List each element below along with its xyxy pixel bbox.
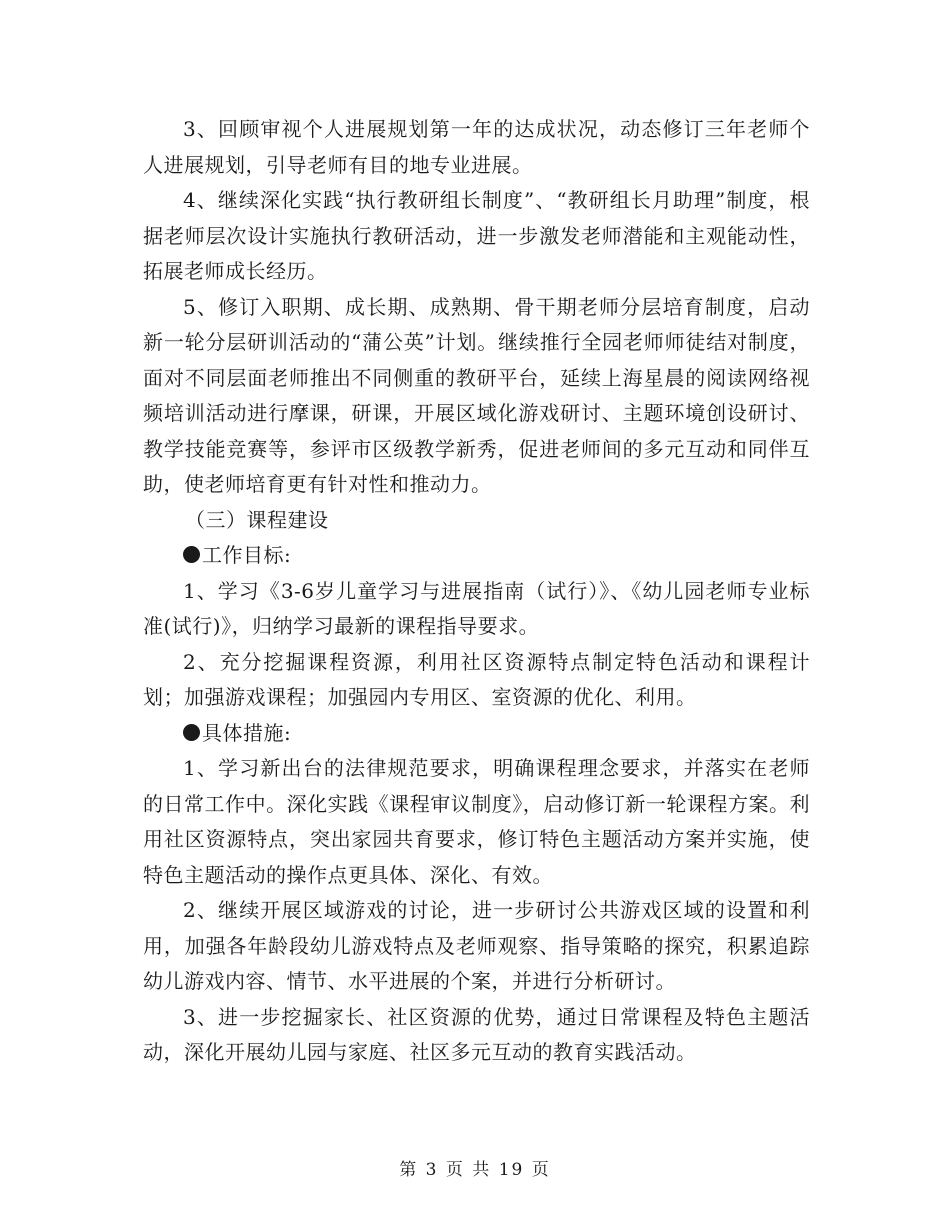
paragraph-item-3: 3、回顾审视个人进展规划第一年的达成状况，动态修订三年老师个人进展规划，引导老师有目的地专业进展。 — [143, 117, 810, 177]
goal-item-2: 2、充分挖掘课程资源，利用社区资源特点制定特色活动和课程计划；加强游戏课程；加强园内专用区、室资源的优化、利用。 — [143, 649, 810, 709]
measures-label: 具体措施: — [202, 720, 292, 745]
measures-heading — [143, 716, 810, 752]
measure-item-1: 1、学习新出台的法律规范要求，明确课程理念要求，并落实在老师的日常工作中。深化实践《课程审议制度》，启动修订新一轮课程方案。利用社区资源特点，突出家园共育要求，修订特色主题活动方案并实施，使特色主题活动的操作点更具体、深化、有效。 — [143, 756, 810, 887]
bullet-icon — [183, 724, 200, 741]
goal-item-1: 1、学习《3-6岁儿童学习与进展指南（试行）》、《幼儿园老师专业标准(试行)》，归纳学习最新的课程指导要求。 — [143, 578, 810, 638]
bullet-icon — [183, 546, 200, 563]
document-body — [143, 112, 810, 1071]
measure-item-2: 2、继续开展区域游戏的讨论，进一步研讨公共游戏区域的设置和利用，加强各年龄段幼儿游戏特点及老师观察、指导策略的探究，积累追踪幼儿游戏内容、情节、水平进展的个案，并进行分析研讨。 — [143, 898, 810, 993]
paragraph-item-5: 5、修订入职期、成长期、成熟期、骨干期老师分层培育制度，启动新一轮分层研训活动的“蒲公英”计划。继续推行全园老师师徒结对制度，面对不同层面老师推出不同侧重的教研平台，延续上海星晨的阅读网络视频培训活动进行摩课，研课，开展区域化游戏研讨、主题环境创设研讨、教学技能竞赛等，参评市区级教学新秀，促进老师间的多元互动和同伴互助，使老师培育更有针对性和推动力。 — [143, 294, 810, 496]
paragraph-item-4: 4、继续深化实践“执行教研组长制度”、“教研组长月助理”制度，根据老师层次设计实施执行教研活动，进一步激发老师潜能和主观能动性，拓展老师成长经历。 — [143, 188, 810, 283]
work-goals-label: 工作目标: — [202, 543, 292, 567]
page-footer: 第 3 页 共 19 页 — [399, 1160, 551, 1180]
work-goals-heading — [143, 538, 810, 574]
measure-item-3: 3、进一步挖掘家长、社区资源的优势，通过日常课程及特色主题活动，深化开展幼儿园与家庭、社区多元互动的教育实践活动。 — [143, 1004, 810, 1064]
section-heading-curriculum: （三）课程建设 — [185, 507, 329, 532]
